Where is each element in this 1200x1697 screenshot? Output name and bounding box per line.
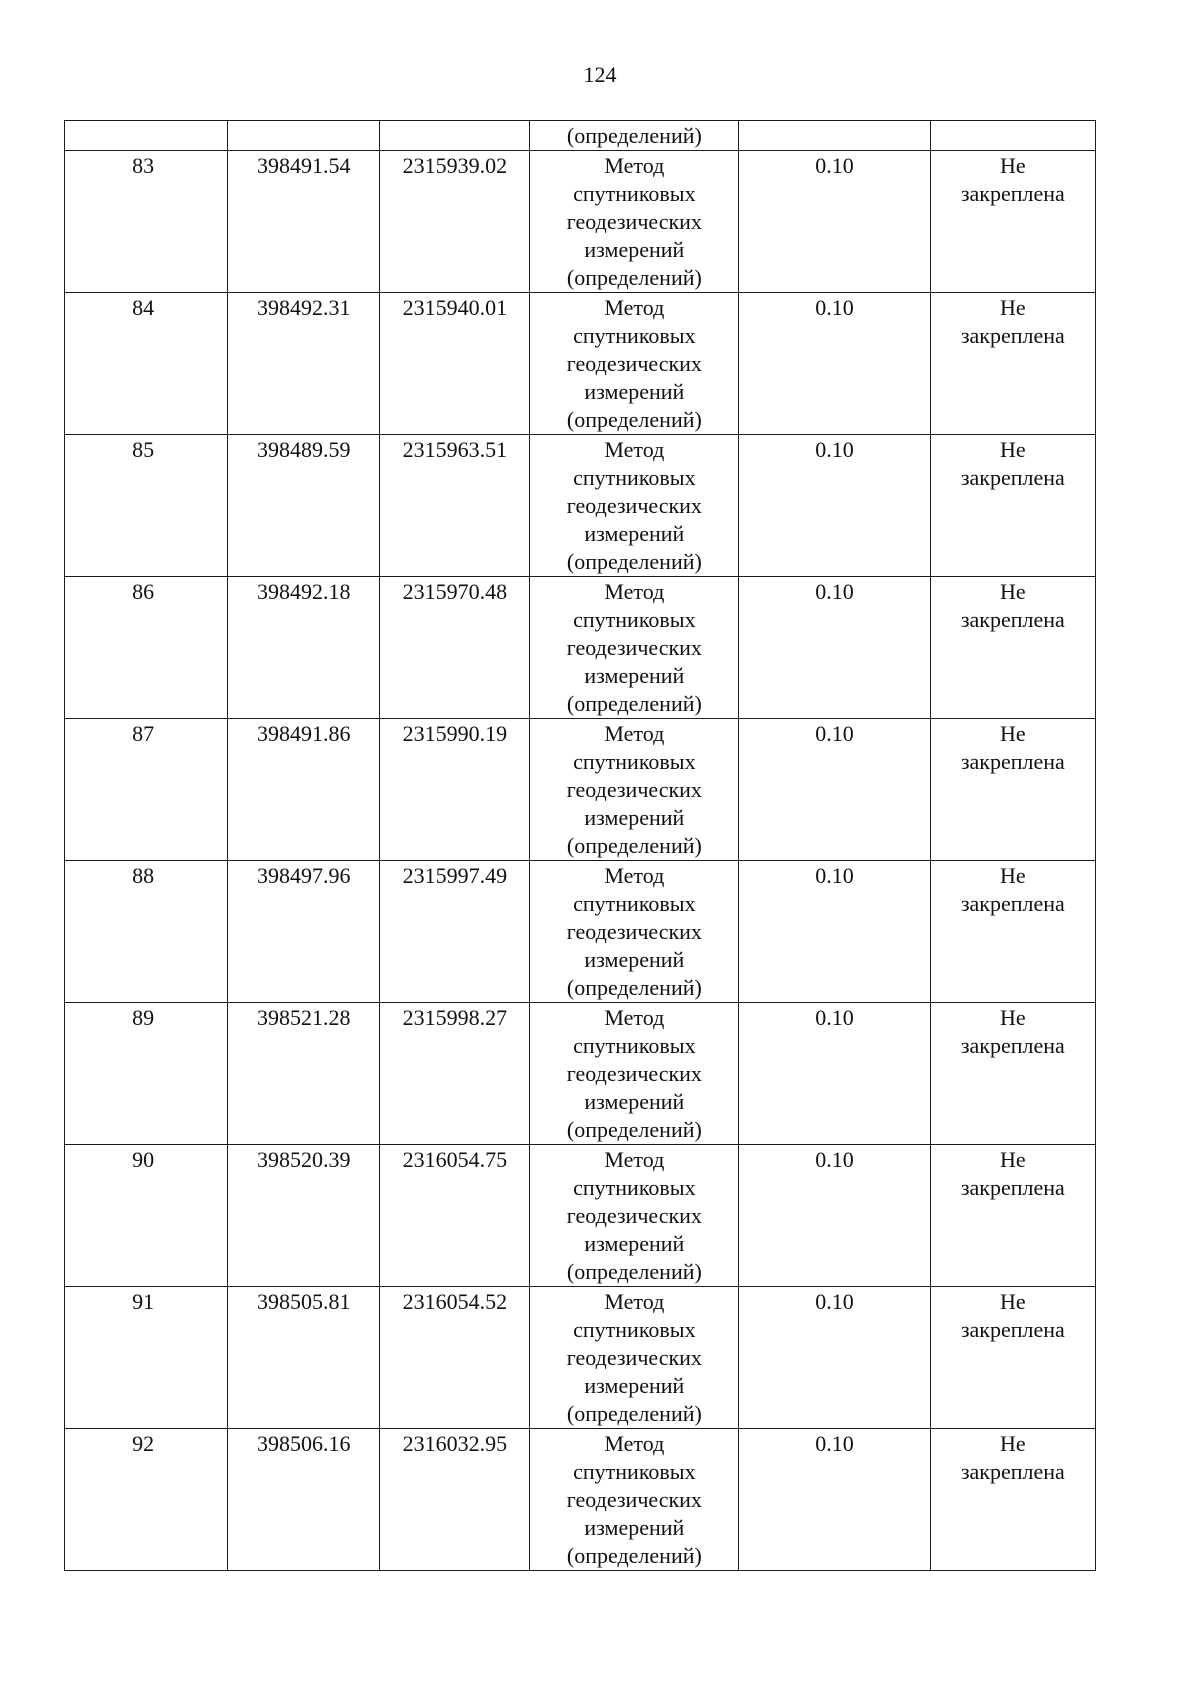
method-line: (определений) bbox=[566, 1259, 702, 1284]
table-row bbox=[65, 1145, 1096, 1287]
accuracy-cell: 0.10 bbox=[739, 1287, 930, 1429]
method-line: геодезических bbox=[566, 777, 702, 802]
point-number-cell: 91 bbox=[65, 1287, 228, 1429]
method-line: геодезических bbox=[566, 209, 702, 234]
method-line: (определений) bbox=[566, 691, 702, 716]
fixation-line: Не bbox=[1000, 295, 1026, 320]
y-coordinate-cell: 2315998.27 bbox=[380, 1003, 530, 1145]
method-line: геодезических bbox=[566, 493, 702, 518]
method-line: геодезических bbox=[566, 1061, 702, 1086]
method-cell bbox=[530, 1287, 739, 1429]
fixation-line: Не bbox=[1000, 863, 1026, 888]
accuracy-cell: 0.10 bbox=[739, 1145, 930, 1287]
accuracy-cell: 0.10 bbox=[739, 719, 930, 861]
x-coordinate-cell: 398491.86 bbox=[228, 719, 380, 861]
table-row bbox=[65, 293, 1096, 435]
y-coordinate-cell: 2315970.48 bbox=[380, 577, 530, 719]
continuation-fixation-cell bbox=[930, 121, 1095, 151]
point-number-cell: 86 bbox=[65, 577, 228, 719]
x-coordinate-cell: 398505.81 bbox=[228, 1287, 380, 1429]
x-coordinate-cell: 398492.31 bbox=[228, 293, 380, 435]
y-coordinate-cell: 2315940.01 bbox=[380, 293, 530, 435]
fixation-line: закреплена bbox=[960, 891, 1065, 916]
accuracy-cell: 0.10 bbox=[739, 1003, 930, 1145]
point-number-cell: 89 bbox=[65, 1003, 228, 1145]
fixation-cell bbox=[930, 861, 1095, 1003]
table-body bbox=[65, 121, 1096, 1571]
fixation-cell bbox=[930, 1003, 1095, 1145]
accuracy-cell: 0.10 bbox=[739, 293, 930, 435]
method-cell bbox=[530, 861, 739, 1003]
method-line: измерений bbox=[584, 379, 685, 404]
method-line: Метод bbox=[604, 1005, 665, 1030]
method-line: спутниковых bbox=[573, 1175, 696, 1200]
method-line: Метод bbox=[604, 721, 665, 746]
fixation-cell bbox=[930, 151, 1095, 293]
fixation-cell bbox=[930, 293, 1095, 435]
point-number-cell: 85 bbox=[65, 435, 228, 577]
method-line: измерений bbox=[584, 947, 685, 972]
x-coordinate-cell: 398506.16 bbox=[228, 1429, 380, 1571]
method-line: (определений) bbox=[566, 975, 702, 1000]
method-line: Метод bbox=[604, 295, 665, 320]
fixation-cell bbox=[930, 1287, 1095, 1429]
method-line: спутниковых bbox=[573, 1033, 696, 1058]
method-cell bbox=[530, 577, 739, 719]
method-cell bbox=[530, 719, 739, 861]
y-coordinate-cell: 2316054.52 bbox=[380, 1287, 530, 1429]
method-line: Метод bbox=[604, 153, 665, 178]
fixation-line: закреплена bbox=[960, 1459, 1065, 1484]
point-number-cell: 83 bbox=[65, 151, 228, 293]
method-line: Метод bbox=[604, 1289, 665, 1314]
x-coordinate-cell: 398491.54 bbox=[228, 151, 380, 293]
method-line: измерений bbox=[584, 521, 685, 546]
method-line: геодезических bbox=[566, 635, 702, 660]
method-line: измерений bbox=[584, 1373, 685, 1398]
table-row bbox=[65, 1287, 1096, 1429]
continuation-accuracy-cell bbox=[739, 121, 930, 151]
page-number: 124 bbox=[583, 62, 617, 87]
fixation-line: Не bbox=[1000, 1147, 1026, 1172]
fixation-line: закреплена bbox=[960, 1033, 1065, 1058]
fixation-cell bbox=[930, 719, 1095, 861]
method-line: геодезических bbox=[566, 1203, 702, 1228]
method-line: (определений) bbox=[566, 1543, 702, 1568]
method-line: Метод bbox=[604, 579, 665, 604]
method-line: геодезических bbox=[566, 351, 702, 376]
y-coordinate-cell: 2315997.49 bbox=[380, 861, 530, 1003]
method-line: Метод bbox=[604, 863, 665, 888]
method-line: спутниковых bbox=[573, 465, 696, 490]
fixation-cell bbox=[930, 1429, 1095, 1571]
table-row bbox=[65, 151, 1096, 293]
continuation-num-cell bbox=[65, 121, 228, 151]
y-coordinate-cell: 2315990.19 bbox=[380, 719, 530, 861]
method-line: (определений) bbox=[566, 407, 702, 432]
fixation-line: закреплена bbox=[960, 749, 1065, 774]
table-row bbox=[65, 435, 1096, 577]
fixation-cell bbox=[930, 577, 1095, 719]
fixation-line: Не bbox=[1000, 1431, 1026, 1456]
point-number-cell: 90 bbox=[65, 1145, 228, 1287]
continuation-method-cell: (определений) bbox=[530, 121, 739, 151]
method-cell bbox=[530, 293, 739, 435]
method-cell bbox=[530, 1145, 739, 1287]
point-number-cell: 87 bbox=[65, 719, 228, 861]
fixation-line: Не bbox=[1000, 579, 1026, 604]
x-coordinate-cell: 398497.96 bbox=[228, 861, 380, 1003]
fixation-line: Не bbox=[1000, 153, 1026, 178]
method-line: (определений) bbox=[566, 549, 702, 574]
continuation-row bbox=[65, 121, 1096, 151]
fixation-cell bbox=[930, 435, 1095, 577]
point-number-cell: 88 bbox=[65, 861, 228, 1003]
method-line: Метод bbox=[604, 1147, 665, 1172]
method-line: геодезических bbox=[566, 919, 702, 944]
x-coordinate-cell: 398489.59 bbox=[228, 435, 380, 577]
method-line: Метод bbox=[604, 1431, 665, 1456]
method-cell bbox=[530, 1003, 739, 1145]
point-number-cell: 84 bbox=[65, 293, 228, 435]
method-line: спутниковых bbox=[573, 1317, 696, 1342]
y-coordinate-cell: 2315939.02 bbox=[380, 151, 530, 293]
method-line: спутниковых bbox=[573, 181, 696, 206]
method-cell bbox=[530, 151, 739, 293]
accuracy-cell: 0.10 bbox=[739, 1429, 930, 1571]
method-line: спутниковых bbox=[573, 1459, 696, 1484]
y-coordinate-cell: 2316054.75 bbox=[380, 1145, 530, 1287]
method-line: измерений bbox=[584, 237, 685, 262]
method-line: спутниковых bbox=[573, 607, 696, 632]
method-line: спутниковых bbox=[573, 323, 696, 348]
method-line: измерений bbox=[584, 1089, 685, 1114]
accuracy-cell: 0.10 bbox=[739, 151, 930, 293]
method-line: геодезических bbox=[566, 1345, 702, 1370]
method-line: (определений) bbox=[566, 833, 702, 858]
accuracy-cell: 0.10 bbox=[739, 577, 930, 719]
fixation-line: Не bbox=[1000, 1289, 1026, 1314]
accuracy-cell: 0.10 bbox=[739, 861, 930, 1003]
fixation-cell bbox=[930, 1145, 1095, 1287]
coordinates-table bbox=[64, 120, 1096, 1571]
table-row bbox=[65, 1429, 1096, 1571]
x-coordinate-cell: 398521.28 bbox=[228, 1003, 380, 1145]
table-row bbox=[65, 1003, 1096, 1145]
method-cell bbox=[530, 435, 739, 577]
method-line: спутниковых bbox=[573, 749, 696, 774]
method-line: спутниковых bbox=[573, 891, 696, 916]
y-coordinate-cell: 2316032.95 bbox=[380, 1429, 530, 1571]
method-line: измерений bbox=[584, 1231, 685, 1256]
continuation-y-cell bbox=[380, 121, 530, 151]
point-number-cell: 92 bbox=[65, 1429, 228, 1571]
table-row bbox=[65, 577, 1096, 719]
fixation-line: закреплена bbox=[960, 465, 1065, 490]
accuracy-cell: 0.10 bbox=[739, 435, 930, 577]
method-line: геодезических bbox=[566, 1487, 702, 1512]
fixation-line: Не bbox=[1000, 1005, 1026, 1030]
method-line: измерений bbox=[584, 663, 685, 688]
method-cell bbox=[530, 1429, 739, 1571]
method-line: измерений bbox=[584, 805, 685, 830]
method-line: Метод bbox=[604, 437, 665, 462]
continuation-x-cell bbox=[228, 121, 380, 151]
fixation-line: закреплена bbox=[960, 323, 1065, 348]
method-line: измерений bbox=[584, 1515, 685, 1540]
table-row bbox=[65, 861, 1096, 1003]
method-line: (определений) bbox=[566, 1401, 702, 1426]
x-coordinate-cell: 398520.39 bbox=[228, 1145, 380, 1287]
fixation-line: закреплена bbox=[960, 1317, 1065, 1342]
fixation-line: Не bbox=[1000, 437, 1026, 462]
y-coordinate-cell: 2315963.51 bbox=[380, 435, 530, 577]
method-line: (определений) bbox=[566, 265, 702, 290]
table-row bbox=[65, 719, 1096, 861]
fixation-line: Не bbox=[1000, 721, 1026, 746]
fixation-line: закреплена bbox=[960, 1175, 1065, 1200]
fixation-line: закреплена bbox=[960, 607, 1065, 632]
fixation-line: закреплена bbox=[960, 181, 1065, 206]
method-line: (определений) bbox=[566, 1117, 702, 1142]
x-coordinate-cell: 398492.18 bbox=[228, 577, 380, 719]
